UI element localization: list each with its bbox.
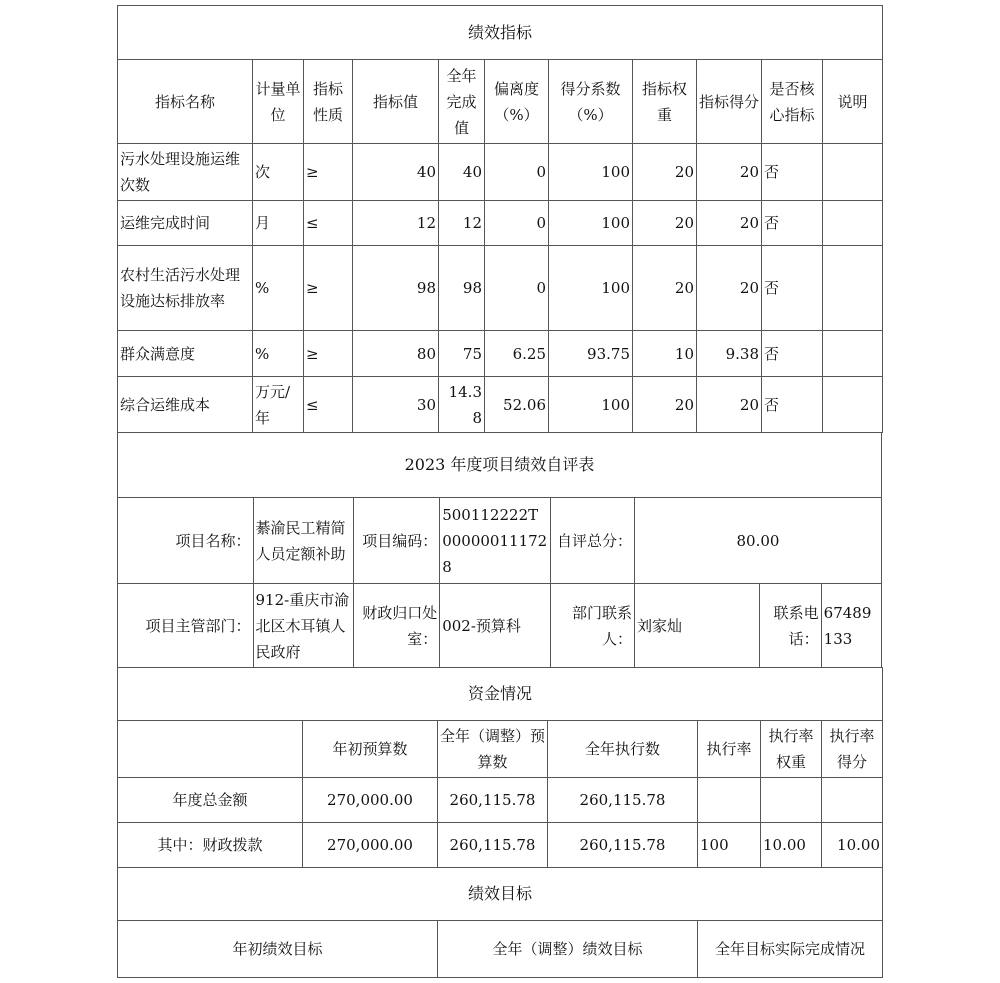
kpi-name: 农村生活污水处理设施达标排放率 xyxy=(118,246,253,331)
header-nature: 指标性质 xyxy=(304,60,353,144)
kpi-core: 否 xyxy=(762,377,823,433)
funds-header-budget: 年初预算数 xyxy=(303,721,438,778)
kpi-name: 污水处理设施运维次数 xyxy=(118,144,253,201)
kpi-coef: 100 xyxy=(549,201,633,246)
kpi-deviation: 52.06 xyxy=(485,377,549,433)
funds-header-blank xyxy=(118,721,303,778)
self-score-label: 自评总分： xyxy=(550,498,634,584)
kpi-coef: 100 xyxy=(549,377,633,433)
header-deviation: 偏离度（%） xyxy=(485,60,549,144)
funds-header-rate-weight: 执行率权重 xyxy=(761,721,822,778)
project-code-label: 项目编码： xyxy=(353,498,439,584)
goals-adjusted: 全年（调整）绩效目标 xyxy=(438,921,698,978)
funds-executed: 260,115.78 xyxy=(548,823,698,868)
kpi-actual: 98 xyxy=(439,246,485,331)
kpi-unit: % xyxy=(253,246,304,331)
dept: 912-重庆市渝北区木耳镇人民政府 xyxy=(253,584,353,668)
funds-executed: 260,115.78 xyxy=(548,778,698,823)
funds-header-executed: 全年执行数 xyxy=(548,721,698,778)
kpi-unit: 次 xyxy=(253,144,304,201)
kpi-score: 20 xyxy=(697,201,762,246)
kpi-title: 绩效指标 xyxy=(118,6,883,60)
funds-rate-score xyxy=(822,778,883,823)
kpi-core: 否 xyxy=(762,144,823,201)
header-target: 指标值 xyxy=(353,60,439,144)
goals-table xyxy=(117,867,883,978)
funds-rate-weight: 10.00 xyxy=(761,823,822,868)
kpi-unit: 万元/年 xyxy=(253,377,304,433)
header-score: 指标得分 xyxy=(697,60,762,144)
kpi-core: 否 xyxy=(762,331,823,377)
header-unit: 计量单位 xyxy=(253,60,304,144)
table-row xyxy=(118,201,883,246)
self-score: 80.00 xyxy=(634,498,881,584)
phone: 67489133 xyxy=(821,584,881,668)
goals-completion: 全年目标实际完成情况 xyxy=(698,921,883,978)
eval-title: 2023 年度项目绩效自评表 xyxy=(118,433,882,498)
header-core: 是否核心指标 xyxy=(762,60,823,144)
kpi-note xyxy=(823,246,883,331)
kpi-actual: 75 xyxy=(439,331,485,377)
kpi-coef: 93.75 xyxy=(549,331,633,377)
table-row xyxy=(118,331,883,377)
kpi-table xyxy=(117,5,883,433)
kpi-name: 运维完成时间 xyxy=(118,201,253,246)
funds-budget: 270,000.00 xyxy=(303,823,438,868)
header-name: 指标名称 xyxy=(118,60,253,144)
finance-label: 财政归口处室： xyxy=(353,584,439,668)
header-actual: 全年完成值 xyxy=(439,60,485,144)
kpi-nature: ≥ xyxy=(304,331,353,377)
funds-rate xyxy=(698,778,761,823)
funds-adjusted: 260,115.78 xyxy=(438,778,548,823)
kpi-deviation: 6.25 xyxy=(485,331,549,377)
header-weight: 指标权重 xyxy=(633,60,697,144)
kpi-note xyxy=(823,377,883,433)
phone-label: 联系电话： xyxy=(760,584,821,668)
kpi-target: 30 xyxy=(353,377,439,433)
goals-title: 绩效目标 xyxy=(118,868,883,921)
eval-table xyxy=(117,432,882,668)
kpi-score: 20 xyxy=(697,377,762,433)
table-row xyxy=(118,377,883,433)
kpi-core: 否 xyxy=(762,246,823,331)
kpi-weight: 20 xyxy=(633,377,697,433)
goals-initial: 年初绩效目标 xyxy=(118,921,438,978)
funds-row-label: 其中：财政拨款 xyxy=(118,823,303,868)
kpi-actual: 40 xyxy=(439,144,485,201)
funds-rate-score: 10.00 xyxy=(822,823,883,868)
kpi-core: 否 xyxy=(762,201,823,246)
table-row xyxy=(118,144,883,201)
table-row xyxy=(118,246,883,331)
project-name-label: 项目名称： xyxy=(118,498,254,584)
funds-adjusted: 260,115.78 xyxy=(438,823,548,868)
contact-label: 部门联系人： xyxy=(550,584,634,668)
kpi-coef: 100 xyxy=(549,144,633,201)
finance: 002-预算科 xyxy=(440,584,550,668)
funds-title: 资金情况 xyxy=(118,668,883,721)
kpi-coef: 100 xyxy=(549,246,633,331)
kpi-target: 80 xyxy=(353,331,439,377)
kpi-target: 12 xyxy=(353,201,439,246)
kpi-score: 20 xyxy=(697,144,762,201)
funds-row-label: 年度总金额 xyxy=(118,778,303,823)
kpi-nature: ≥ xyxy=(304,144,353,201)
kpi-nature: ≤ xyxy=(304,201,353,246)
kpi-weight: 20 xyxy=(633,246,697,331)
kpi-note xyxy=(823,201,883,246)
kpi-deviation: 0 xyxy=(485,246,549,331)
kpi-nature: ≤ xyxy=(304,377,353,433)
funds-table xyxy=(117,667,883,868)
funds-header-rate-score: 执行率得分 xyxy=(822,721,883,778)
kpi-deviation: 0 xyxy=(485,144,549,201)
header-coef: 得分系数（%） xyxy=(549,60,633,144)
table-row xyxy=(118,823,883,868)
kpi-actual: 14.38 xyxy=(439,377,485,433)
kpi-deviation: 0 xyxy=(485,201,549,246)
contact: 刘家灿 xyxy=(634,584,759,668)
kpi-unit: 月 xyxy=(253,201,304,246)
project-name: 綦渝民工精简人员定额补助 xyxy=(253,498,353,584)
kpi-note xyxy=(823,144,883,201)
kpi-weight: 20 xyxy=(633,201,697,246)
kpi-target: 40 xyxy=(353,144,439,201)
header-note: 说明 xyxy=(823,60,883,144)
funds-header-rate: 执行率 xyxy=(698,721,761,778)
kpi-weight: 20 xyxy=(633,144,697,201)
funds-rate: 100 xyxy=(698,823,761,868)
dept-label: 项目主管部门： xyxy=(118,584,254,668)
table-row xyxy=(118,778,883,823)
funds-rate-weight xyxy=(761,778,822,823)
kpi-target: 98 xyxy=(353,246,439,331)
kpi-actual: 12 xyxy=(439,201,485,246)
kpi-score: 9.38 xyxy=(697,331,762,377)
kpi-score: 20 xyxy=(697,246,762,331)
kpi-unit: % xyxy=(253,331,304,377)
kpi-weight: 10 xyxy=(633,331,697,377)
kpi-name: 综合运维成本 xyxy=(118,377,253,433)
project-code: 500112222T000000111728 xyxy=(440,498,550,584)
funds-budget: 270,000.00 xyxy=(303,778,438,823)
funds-header-adjusted: 全年（调整）预算数 xyxy=(438,721,548,778)
kpi-note xyxy=(823,331,883,377)
kpi-name: 群众满意度 xyxy=(118,331,253,377)
kpi-nature: ≥ xyxy=(304,246,353,331)
